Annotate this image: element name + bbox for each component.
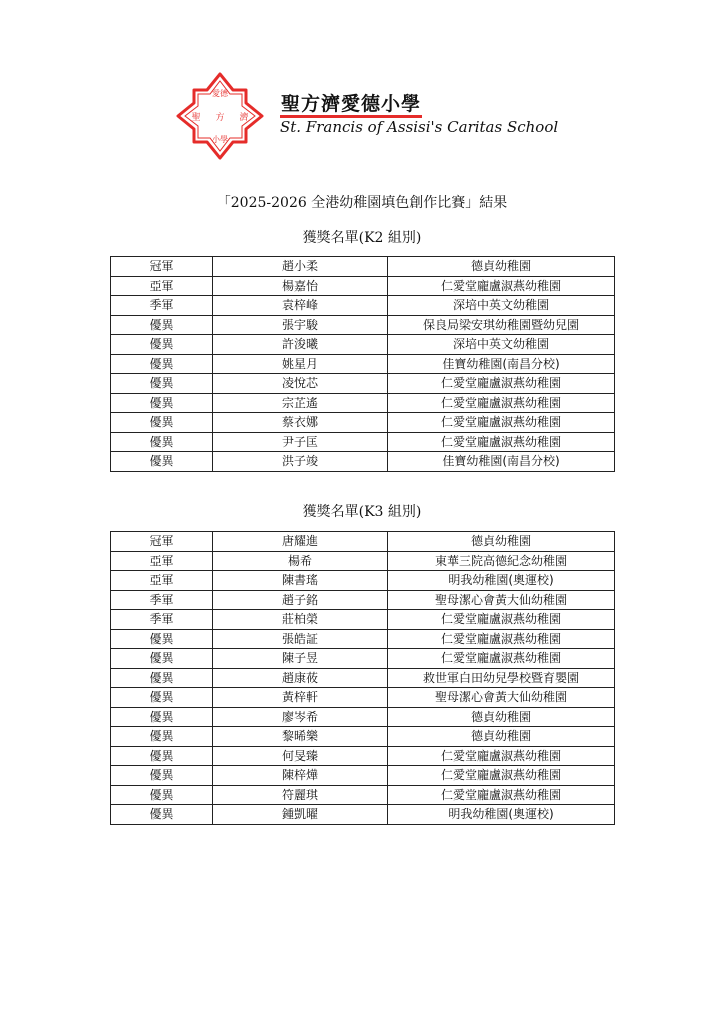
kindergarten-cell: 佳寶幼稚園(南昌分校) bbox=[388, 452, 615, 472]
award-cell: 優異 bbox=[111, 766, 213, 786]
table-row bbox=[111, 374, 615, 394]
logo-text-right: 濟 bbox=[239, 113, 249, 123]
student-name-cell: 趙小柔 bbox=[213, 257, 388, 277]
kindergarten-cell: 仁愛堂龐盧淑燕幼稚園 bbox=[388, 374, 615, 394]
kindergarten-cell: 深培中英文幼稚園 bbox=[388, 296, 615, 316]
award-cell: 優異 bbox=[111, 432, 213, 452]
kindergarten-cell: 救世軍白田幼兒學校暨育嬰園 bbox=[388, 668, 615, 688]
award-cell: 優異 bbox=[111, 785, 213, 805]
student-name-cell: 張皓証 bbox=[213, 629, 388, 649]
table-row bbox=[111, 551, 615, 571]
table-row bbox=[111, 727, 615, 747]
table-row bbox=[111, 805, 615, 825]
table-row bbox=[111, 276, 615, 296]
table-row bbox=[111, 785, 615, 805]
student-name-cell: 唐耀進 bbox=[213, 532, 388, 552]
award-cell: 優異 bbox=[111, 707, 213, 727]
kindergarten-cell: 仁愛堂龐盧淑燕幼稚園 bbox=[388, 276, 615, 296]
student-name-cell: 莊柏榮 bbox=[213, 610, 388, 630]
results-table-k3 bbox=[110, 531, 615, 825]
section-title-k3: 獲獎名單(K3 組別) bbox=[302, 504, 422, 520]
table-row bbox=[111, 335, 615, 355]
student-name-cell: 陳子昱 bbox=[213, 649, 388, 669]
award-cell: 優異 bbox=[111, 805, 213, 825]
kindergarten-cell: 保良局梁安琪幼稚園暨幼兒園 bbox=[388, 315, 615, 335]
student-name-cell: 陳梓燁 bbox=[213, 766, 388, 786]
award-cell: 優異 bbox=[111, 649, 213, 669]
table-row bbox=[111, 746, 615, 766]
award-cell: 優異 bbox=[111, 688, 213, 708]
table-row bbox=[111, 432, 615, 452]
table-row bbox=[111, 629, 615, 649]
kindergarten-cell: 聖母潔心會黃大仙幼稚園 bbox=[388, 590, 615, 610]
student-name-cell: 蔡衣娜 bbox=[213, 413, 388, 433]
award-cell: 亞軍 bbox=[111, 571, 213, 591]
table-row bbox=[111, 532, 615, 552]
table-row bbox=[111, 688, 615, 708]
award-cell: 優異 bbox=[111, 452, 213, 472]
award-cell: 亞軍 bbox=[111, 276, 213, 296]
table-row bbox=[111, 393, 615, 413]
table-row bbox=[111, 315, 615, 335]
kindergarten-cell: 聖母潔心會黃大仙幼稚園 bbox=[388, 688, 615, 708]
table-row bbox=[111, 296, 615, 316]
award-cell: 優異 bbox=[111, 746, 213, 766]
award-cell: 季軍 bbox=[111, 590, 213, 610]
table-row bbox=[111, 668, 615, 688]
table-row bbox=[111, 590, 615, 610]
student-name-cell: 符麗琪 bbox=[213, 785, 388, 805]
student-name-cell: 陳書瑤 bbox=[213, 571, 388, 591]
school-logo bbox=[176, 72, 264, 160]
table-row bbox=[111, 571, 615, 591]
student-name-cell: 鍾凱曜 bbox=[213, 805, 388, 825]
logo-text-bottom: 小學 bbox=[212, 135, 228, 144]
award-cell: 優異 bbox=[111, 393, 213, 413]
table-row bbox=[111, 610, 615, 630]
award-cell: 優異 bbox=[111, 315, 213, 335]
student-name-cell: 凌悅芯 bbox=[213, 374, 388, 394]
school-name-en: St. Francis of Assisi's Caritas School bbox=[280, 118, 559, 136]
student-name-cell: 張宇駿 bbox=[213, 315, 388, 335]
student-name-cell: 尹子匡 bbox=[213, 432, 388, 452]
student-name-cell: 黎晞樂 bbox=[213, 727, 388, 747]
student-name-cell: 許浚曦 bbox=[213, 335, 388, 355]
award-cell: 亞軍 bbox=[111, 551, 213, 571]
student-name-cell: 何旻臻 bbox=[213, 746, 388, 766]
kindergarten-cell: 明我幼稚園(奧運校) bbox=[388, 805, 615, 825]
table-row bbox=[111, 452, 615, 472]
school-name-cn: 聖方濟愛德小學 bbox=[281, 93, 422, 115]
kindergarten-cell: 德貞幼稚園 bbox=[388, 532, 615, 552]
student-name-cell: 趙康莜 bbox=[213, 668, 388, 688]
award-cell: 優異 bbox=[111, 335, 213, 355]
kindergarten-cell: 仁愛堂龐盧淑燕幼稚園 bbox=[388, 746, 615, 766]
award-cell: 季軍 bbox=[111, 296, 213, 316]
award-cell: 冠軍 bbox=[111, 532, 213, 552]
kindergarten-cell: 德貞幼稚園 bbox=[388, 257, 615, 277]
kindergarten-cell: 德貞幼稚園 bbox=[388, 707, 615, 727]
award-cell: 優異 bbox=[111, 668, 213, 688]
kindergarten-cell: 深培中英文幼稚園 bbox=[388, 335, 615, 355]
kindergarten-cell: 仁愛堂龐盧淑燕幼稚園 bbox=[388, 649, 615, 669]
kindergarten-cell: 仁愛堂龐盧淑燕幼稚園 bbox=[388, 432, 615, 452]
award-cell: 優異 bbox=[111, 374, 213, 394]
student-name-cell: 宗芷遙 bbox=[213, 393, 388, 413]
kindergarten-cell: 仁愛堂龐盧淑燕幼稚園 bbox=[388, 610, 615, 630]
document-title: 「2025-2026 全港幼稚園填色創作比賽」結果 bbox=[216, 195, 508, 211]
kindergarten-cell: 德貞幼稚園 bbox=[388, 727, 615, 747]
kindergarten-cell: 東華三院高德紀念幼稚園 bbox=[388, 551, 615, 571]
kindergarten-cell: 仁愛堂龐盧淑燕幼稚園 bbox=[388, 785, 615, 805]
kindergarten-cell: 佳寶幼稚園(南昌分校) bbox=[388, 354, 615, 374]
student-name-cell: 廖岑希 bbox=[213, 707, 388, 727]
award-cell: 優異 bbox=[111, 629, 213, 649]
student-name-cell: 袁梓峰 bbox=[213, 296, 388, 316]
table-row bbox=[111, 707, 615, 727]
student-name-cell: 楊希 bbox=[213, 551, 388, 571]
award-cell: 季軍 bbox=[111, 610, 213, 630]
student-name-cell: 洪子竣 bbox=[213, 452, 388, 472]
student-name-cell: 姚星月 bbox=[213, 354, 388, 374]
award-cell: 優異 bbox=[111, 413, 213, 433]
kindergarten-cell: 仁愛堂龐盧淑燕幼稚園 bbox=[388, 413, 615, 433]
award-cell: 優異 bbox=[111, 727, 213, 747]
student-name-cell: 黃梓軒 bbox=[213, 688, 388, 708]
award-cell: 優異 bbox=[111, 354, 213, 374]
table-row bbox=[111, 413, 615, 433]
table-row bbox=[111, 257, 615, 277]
student-name-cell: 趙子銘 bbox=[213, 590, 388, 610]
logo-text-top: 愛德 bbox=[212, 89, 228, 98]
logo-text-center: 方 bbox=[215, 113, 225, 123]
kindergarten-cell: 仁愛堂龐盧淑燕幼稚園 bbox=[388, 629, 615, 649]
table-row bbox=[111, 354, 615, 374]
logo-text-left: 聖 bbox=[191, 113, 201, 123]
results-table-k2 bbox=[110, 256, 615, 472]
table-row bbox=[111, 649, 615, 669]
section-title-k2: 獲獎名單(K2 組別) bbox=[302, 230, 422, 246]
award-cell: 冠軍 bbox=[111, 257, 213, 277]
kindergarten-cell: 明我幼稚園(奧運校) bbox=[388, 571, 615, 591]
kindergarten-cell: 仁愛堂龐盧淑燕幼稚園 bbox=[388, 393, 615, 413]
kindergarten-cell: 仁愛堂龐盧淑燕幼稚園 bbox=[388, 766, 615, 786]
student-name-cell: 楊嘉怡 bbox=[213, 276, 388, 296]
table-row bbox=[111, 766, 615, 786]
